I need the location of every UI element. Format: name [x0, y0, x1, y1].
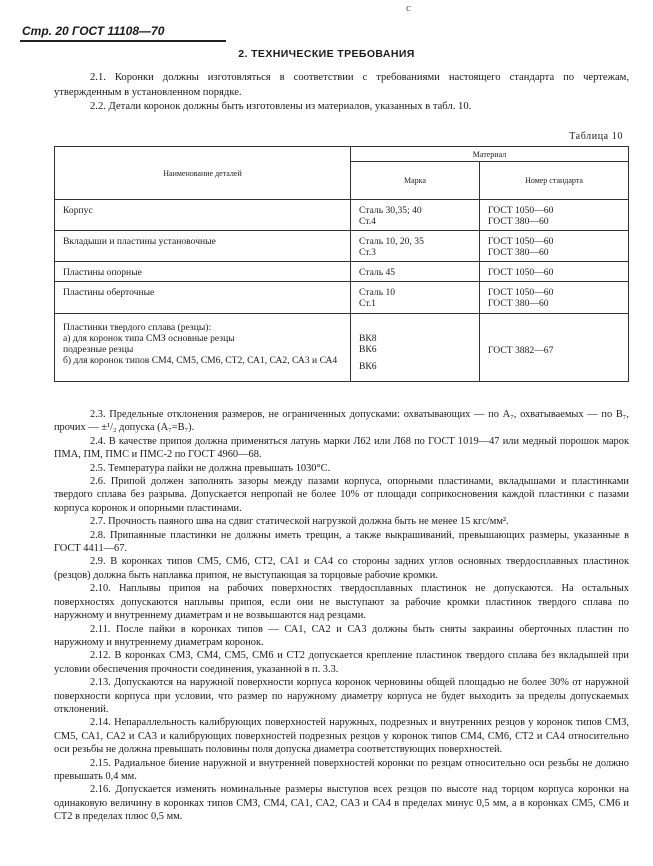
paragraph-2-2: 2.2. Детали коронок должны быть изготовлены из материалов, указанных в табл. 10.: [90, 101, 472, 112]
page-header: Стр. 20 ГОСТ 11108—70: [22, 24, 165, 38]
col-header-standard: Номер стандарта: [480, 162, 629, 200]
paragraph-2-14: 2.14. Непараллельность калибрующих поверхностей наружных, подрезных и внутренних резцов у коронок типов СМЗ, СМ5, СА1, СА2 и СА3 и калибрующих поверхностей подрезных резцов у коронок типов СМ4, СМ6, СТ2 и СА4 относительно оси резьбы не должна превышать половины поля допуска диаметра соответствующих поверхностей.: [54, 717, 629, 756]
paragraph-2-8: 2.8. Припаянные пластинки не должны иметь трещин, а также выкрашиваний, превышающих размеры, указанные в ГОСТ 4411—67.: [54, 529, 629, 555]
cell-part: Вкладыши и пластины установочные: [55, 231, 351, 262]
paragraph-2-10: 2.10. Наплывы припоя на рабочих поверхностях твердосплавных пластинок не допускаются. На остальных поверхностях допускаются наплывы припоя, если они не выступают за рабочие кромки пластинок твердого сплава по наружному и внутреннему диаметрам и не возвышаются над резцами.: [54, 583, 629, 622]
paragraph-2-13: 2.13. Допускаются на наружной поверхности корпуса коронок черновины общей площадью не более 30% от наружной поверхности корпуса при условии, что размер по наружному диаметру корпуса не будет выходить за пределы допускаемых отклонений.: [54, 677, 629, 715]
paragraph-2-1: 2.1. Коронки должны изготовляться в соответствии с требованиями настоящего стандарта по чертежам, утвержденным в установленном порядке.: [54, 72, 629, 98]
cell-grade: Сталь 30,35; 40 Ст.4: [351, 200, 480, 231]
cell-part: Пластины оберточные: [55, 282, 351, 314]
cell-part: Пластинки твердого сплава (резцы): а) для коронок типа СМЗ основные резцы подрезные резцы б) для коронок типов СМ4, СМ5, СМ6, СТ2, СА1, СА2, СА3 и СА4: [55, 314, 351, 382]
paragraph-2-3: 2.3. Предельные отклонения размеров, не ограниченных допусками: охватывающих — по A₇, охватываемых — по B₇, прочих — ±¹/₂ допуска (A₇=B₇).: [54, 409, 629, 434]
table-row: [55, 200, 629, 231]
table-row: [55, 262, 629, 282]
paragraph-2-7: 2.7. Прочность паяного шва на сдвиг статической нагрузкой должна быть не менее 15 кгс/мм².: [90, 516, 509, 528]
header-rule: [20, 40, 226, 42]
stray-mark: с: [406, 2, 411, 14]
paragraph-2-12: 2.12. В коронках СМЗ, СМ4, СМ5, СМ6 и СТ2 допускается крепление пластинок твердого сплава без вкладышей при условии обеспечения прочности соединения, указанной в п. 3.3.: [54, 650, 629, 675]
paragraph-2-5: 2.5. Температура пайки не должна превышать 1030°С.: [90, 462, 331, 474]
intro-text: [54, 71, 629, 115]
materials-table: [54, 146, 629, 382]
cell-standard: ГОСТ 1050—60 ГОСТ 380—60: [480, 282, 629, 314]
table-label: Таблица 10: [569, 131, 623, 142]
cell-standard: ГОСТ 1050—60: [480, 262, 629, 282]
cell-standard: ГОСТ 3882—67: [480, 314, 629, 382]
table-row-alloy: [55, 314, 629, 382]
cell-part: Пластины опорные: [55, 262, 351, 282]
col-header-material: Материал: [351, 147, 629, 162]
paragraph-2-16: 2.16. Допускается изменять номинальные размеры выступов всех резцов по высоте над торцом корпуса коронки на одинаковую величину в коронках типов СМЗ, СМ4, СА1, СА2, СА3 и СА4 в пределах минус 0,5 мм, а в коронках СМ5, СМ6 и СТ2 в пределах плюс 0,5 мм.: [54, 784, 629, 823]
table-row: [55, 282, 629, 314]
paragraph-2-4: 2.4. В качестве припоя должна применяться латунь марки Л62 или Л68 по ГОСТ 1019—47 или медный порошок марок ПМА, ПМ, ПМС и ПМС-2 по ГОСТ 4960—68.: [54, 435, 629, 461]
paragraph-2-6: 2.6. Припой должен заполнять зазоры между пазами корпуса, опорными пластинами, вкладышами и пластинками твердого сплава без разрыва. Допускается непропай не более 10% от площади соприкосновения каждой пластинки с пазами корпуса коронок и опорными пластинами.: [54, 476, 629, 514]
table-row: [55, 231, 629, 262]
cell-standard: ГОСТ 1050—60 ГОСТ 380—60: [480, 200, 629, 231]
col-header-part: Наименование деталей: [55, 147, 351, 200]
cell-grade: Сталь 10, 20, 35 Ст.3: [351, 231, 480, 262]
paragraph-2-15: 2.15. Радиальное биение наружной и внутренней поверхностей коронки по резцам относительно оси резьбы не должно превышать 0,4 мм.: [54, 757, 629, 782]
requirements-body: [54, 408, 629, 824]
paragraph-2-9: 2.9. В коронках типов СМ5, СМ6, СТ2, СА1 и СА4 со стороны задних углов основных твердосплавных пластинок (резцов) должна быть наплавка припоя, не выступающая за торцовые рабочие кромки.: [54, 556, 629, 581]
cell-grade: ВК8 ВК6 ВК6: [351, 314, 480, 382]
paragraph-2-11: 2.11. После пайки в коронках типов — СА1, СА2 и СА3 должны быть сняты закраины оберточных пластин по наружному и внутреннему диаметрам коронок.: [54, 623, 629, 648]
cell-grade: Сталь 45: [351, 262, 480, 282]
section-title: 2. ТЕХНИЧЕСКИЕ ТРЕБОВАНИЯ: [238, 48, 415, 60]
cell-part: Корпус: [55, 200, 351, 231]
col-header-grade: Марка: [351, 162, 480, 200]
cell-grade: Сталь 10 Ст.1: [351, 282, 480, 314]
cell-standard: ГОСТ 1050—60 ГОСТ 380—60: [480, 231, 629, 262]
